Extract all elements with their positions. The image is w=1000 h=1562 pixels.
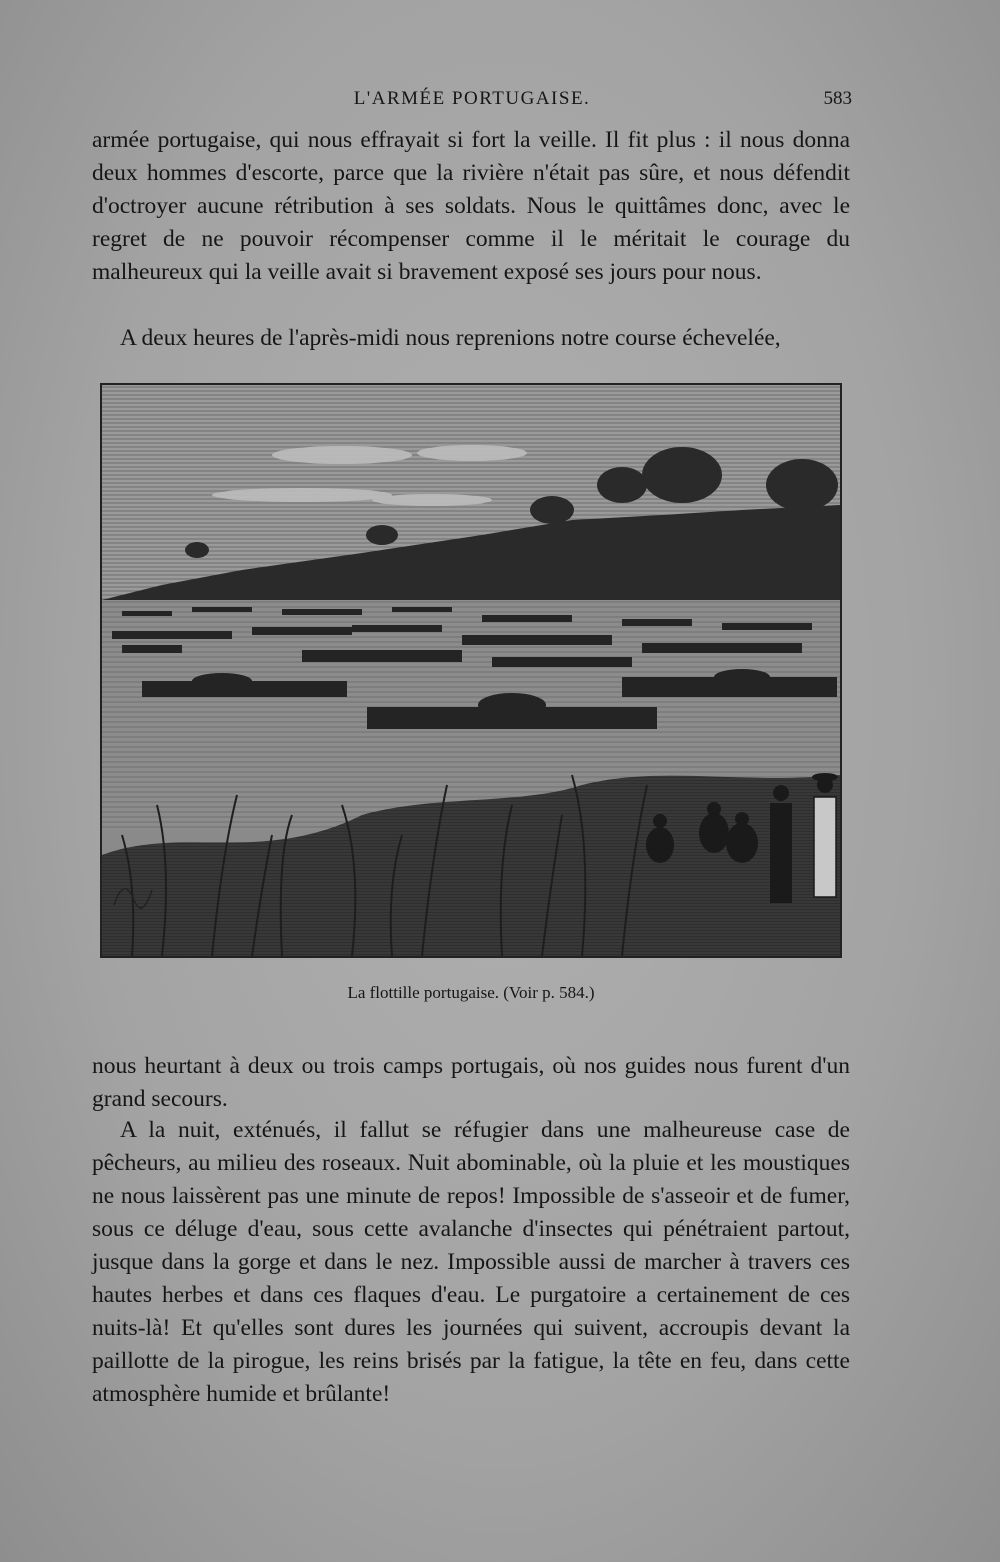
page-header: [92, 88, 852, 118]
paragraph-2: A deux heures de l'après-midi nous reprenions notre course échevelée,: [120, 325, 781, 351]
figure-caption: La flottille portugaise. (Voir p. 584.): [347, 983, 595, 1002]
paragraph-3: nous heurtant à deux ou trois camps portugais, où nos guides nous furent d'un grand secours.: [92, 1053, 850, 1112]
flotilla-engraving: [102, 385, 840, 956]
engraving-illustration: [100, 383, 842, 958]
page-number: 583: [823, 88, 852, 109]
paragraph-4: A la nuit, exténués, il fallut se réfugier dans une malheureuse case de pêcheurs, au milieu des roseaux. Nuit abominable, où la pluie et les moustiques ne nous laissèrent pas une minute de repos! Impossible de s'asseoir et de fumer, sous ce déluge d'eau, sous cette avalanche d'insectes qui pénétraient partout, jusque dans la gorge et dans le nez. Impossible aussi de marcher à travers ces hautes herbes et dans ces flaques d'eau. Le purgatoire a certainement de ces nuits-là! Et qu'elles sont dures les journées qui suivent, accroupis devant la paillotte de la pirogue, les reins brisés par la fatigue, la tête en feu, dans cette atmosphère humide et brûlante!: [92, 1117, 850, 1407]
paragraph-1: armée portugaise, qui nous effrayait si fort la veille. Il fit plus : il nous donna deux hommes d'escorte, parce que la rivière n'était pas sûre, et nous défendit d'octroyer aucune rétribution à ses soldats. Nous le quittâmes donc, avec le regret de ne pouvoir récompenser comme il le méritait le courage du malheureux qui la veille avait si bravement exposé ses jours pour nous.: [92, 127, 850, 285]
running-title: L'ARMÉE PORTUGAISE.: [353, 88, 591, 109]
